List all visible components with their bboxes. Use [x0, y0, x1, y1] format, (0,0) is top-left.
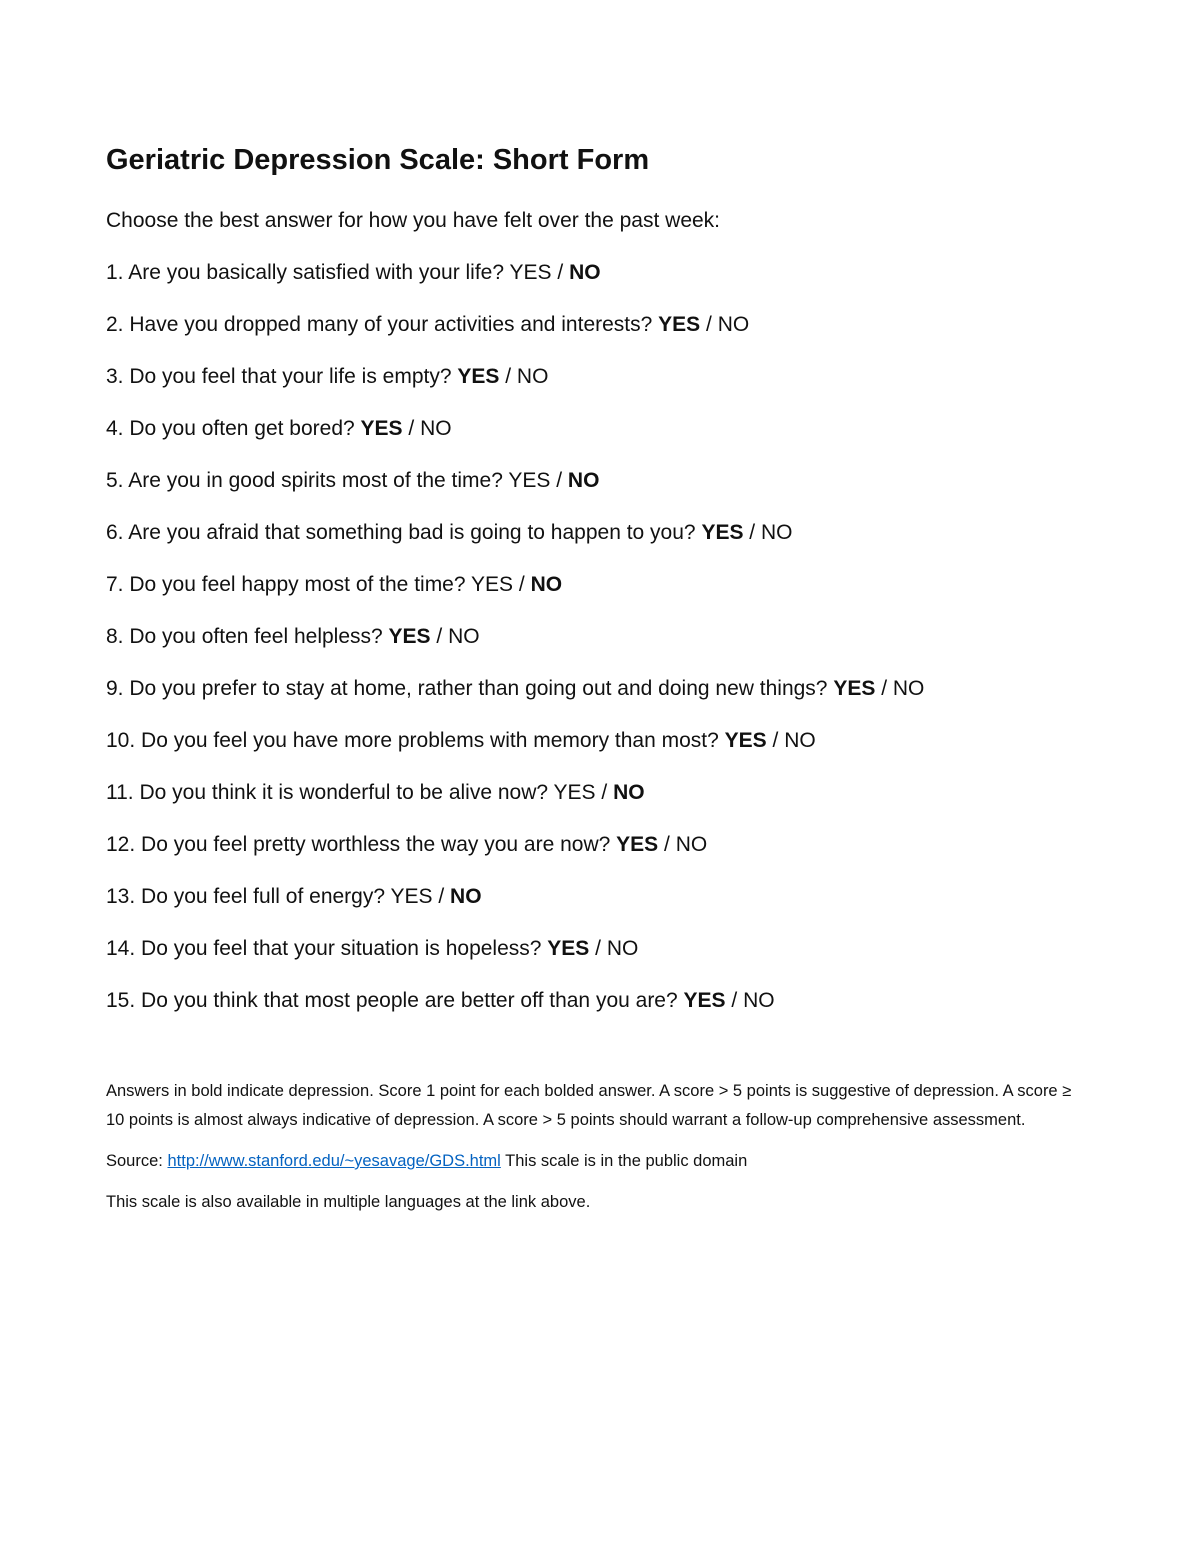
answer-no: NO — [892, 677, 925, 700]
answer-yes: YES — [388, 625, 431, 648]
question-item — [106, 676, 924, 728]
answer-no: NO — [675, 833, 708, 856]
answer-yes: YES — [508, 469, 551, 492]
answer-separator: / — [743, 521, 761, 544]
question-number: 8. — [106, 625, 124, 648]
source-suffix: This scale is in the public domain — [505, 1152, 748, 1170]
question-text: Do you feel that your situation is hopeless? — [141, 937, 542, 960]
answer-separator: / — [875, 677, 893, 700]
answer-no: NO — [743, 989, 775, 1012]
answer-yes: YES — [833, 677, 876, 700]
answer-separator: / — [430, 625, 449, 648]
question-number: 11. — [106, 781, 134, 804]
question-item — [106, 988, 924, 1040]
question-text: Do you feel pretty worthless the way you are now? — [141, 833, 611, 856]
question-number: 1. — [106, 261, 124, 284]
answer-yes: YES — [471, 573, 514, 596]
answer-no: NO — [450, 885, 482, 908]
question-item — [106, 520, 924, 572]
question-item — [106, 260, 924, 312]
answer-no: NO — [784, 729, 816, 752]
question-item — [106, 468, 924, 520]
question-text: Do you often get bored? — [129, 417, 355, 440]
answer-yes: YES — [390, 885, 433, 908]
question-text: Do you think it is wonderful to be alive now? — [139, 781, 549, 804]
answer-no: NO — [567, 469, 600, 492]
answer-separator: / — [700, 313, 718, 336]
answer-separator: / — [499, 365, 517, 388]
answer-separator: / — [725, 989, 744, 1012]
question-item — [106, 572, 924, 624]
answer-separator: / — [766, 729, 785, 752]
source-line — [106, 1147, 1086, 1176]
question-item — [106, 832, 924, 884]
answer-yes: YES — [509, 261, 552, 284]
question-text: Are you in good spirits most of the time? — [128, 469, 503, 492]
answer-no: NO — [717, 313, 750, 336]
answer-separator: / — [595, 781, 614, 804]
answer-yes: YES — [724, 729, 767, 752]
question-number: 5. — [106, 469, 124, 492]
answer-separator: / — [513, 573, 531, 596]
answer-yes: YES — [553, 781, 596, 804]
question-item — [106, 780, 924, 832]
answer-no: NO — [613, 781, 645, 804]
source-link[interactable]: http://www.stanford.edu/~yesavage/GDS.html — [167, 1152, 501, 1170]
answer-no: NO — [448, 625, 480, 648]
answer-no: NO — [760, 521, 793, 544]
question-text: Do you feel happy most of the time? — [129, 573, 466, 596]
question-item — [106, 728, 924, 780]
question-text: Have you dropped many of your activities and interests? — [129, 313, 653, 336]
question-number: 2. — [106, 313, 124, 336]
answer-yes: YES — [616, 833, 659, 856]
answer-separator: / — [402, 417, 421, 440]
answer-separator: / — [432, 885, 451, 908]
question-list — [106, 260, 924, 1040]
question-text: Do you prefer to stay at home, rather than going out and doing new things? — [129, 677, 828, 700]
question-item — [106, 364, 924, 416]
answer-yes: YES — [701, 521, 744, 544]
answer-no: NO — [516, 365, 549, 388]
question-number: 13. — [106, 885, 136, 908]
question-item — [106, 312, 924, 364]
question-text: Do you feel full of energy? — [141, 885, 386, 908]
instructions-text: Choose the best answer for how you have felt over the past week: — [106, 209, 721, 232]
answer-separator: / — [551, 261, 570, 284]
question-number: 12. — [106, 833, 136, 856]
question-text: Do you often feel helpless? — [129, 625, 383, 648]
question-item — [106, 624, 924, 676]
question-text: Do you feel you have more problems with memory than most? — [141, 729, 719, 752]
answer-no: NO — [530, 573, 563, 596]
answer-separator: / — [658, 833, 676, 856]
question-text: Are you afraid that something bad is going to happen to you? — [128, 521, 696, 544]
page-title: Geriatric Depression Scale: Short Form — [106, 144, 650, 176]
question-number: 4. — [106, 417, 124, 440]
question-number: 7. — [106, 573, 124, 596]
answer-yes: YES — [457, 365, 500, 388]
languages-note: This scale is also available in multiple languages at the link above. — [106, 1193, 591, 1211]
answer-no: NO — [569, 261, 601, 284]
answer-separator: / — [589, 937, 607, 960]
question-item — [106, 416, 924, 468]
question-number: 15. — [106, 989, 136, 1012]
question-number: 6. — [106, 521, 124, 544]
question-text: Do you think that most people are better off than you are? — [141, 989, 678, 1012]
question-text: Do you feel that your life is empty? — [129, 365, 452, 388]
answer-separator: / — [550, 469, 568, 492]
notes-section — [106, 1077, 1086, 1229]
answer-yes: YES — [360, 417, 403, 440]
answer-yes: YES — [547, 937, 590, 960]
answer-yes: YES — [658, 313, 701, 336]
question-number: 14. — [106, 937, 136, 960]
scoring-note: Answers in bold indicate depression. Score 1 point for each bolded answer. A score > 5 points is suggestive of depression. A score ≥ 10 points is almost always indicative of depression. A score > 5 points should warrant a follow-up comprehensive assessment. — [106, 1082, 1072, 1129]
question-text: Are you basically satisfied with your life? — [128, 261, 505, 284]
source-label: Source: — [106, 1152, 163, 1170]
question-item — [106, 936, 924, 988]
answer-no: NO — [606, 937, 639, 960]
answer-yes: YES — [683, 989, 726, 1012]
question-item — [106, 884, 924, 936]
question-number: 9. — [106, 677, 124, 700]
answer-no: NO — [420, 417, 452, 440]
question-number: 3. — [106, 365, 124, 388]
question-number: 10. — [106, 729, 136, 752]
